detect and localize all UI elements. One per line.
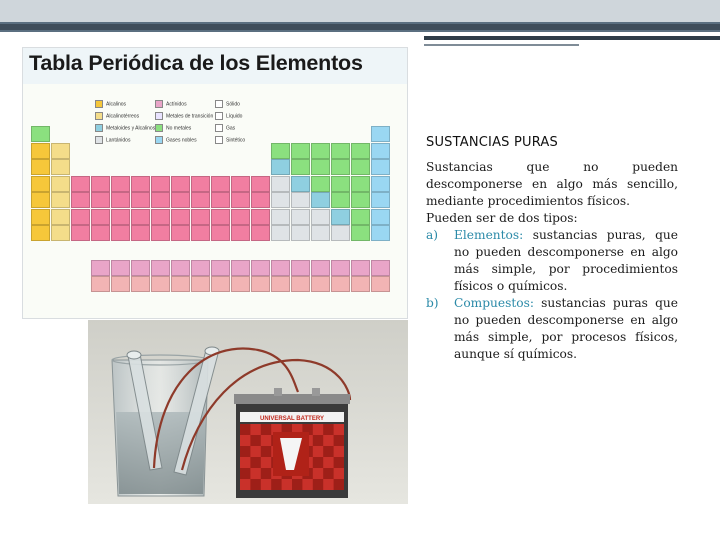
element-cell bbox=[191, 192, 210, 208]
element-cell bbox=[371, 126, 390, 142]
element-cell bbox=[231, 192, 250, 208]
legend-entry bbox=[95, 124, 155, 132]
list-item-elements bbox=[426, 227, 678, 295]
element-cell bbox=[291, 209, 310, 225]
element-cell bbox=[111, 225, 130, 241]
legend-entry bbox=[215, 124, 235, 132]
element-cell bbox=[351, 192, 370, 208]
element-cell bbox=[151, 225, 170, 241]
electrolysis-photo bbox=[88, 320, 408, 504]
element-cell bbox=[311, 176, 330, 192]
periodic-table-title: Tabla Periódica de los Elementos bbox=[29, 51, 363, 75]
legend-swatch bbox=[155, 136, 163, 144]
element-cell bbox=[91, 192, 110, 208]
battery-label: UNIVERSAL BATTERY bbox=[260, 416, 324, 422]
definition-paragraph: Sustancias que no pueden descomponerse en algo más sencillo, mediante procedimientos físicos. bbox=[426, 160, 678, 208]
checker-square bbox=[250, 435, 260, 446]
element-cell bbox=[71, 176, 90, 192]
element-cell bbox=[331, 225, 350, 241]
actinide-cell bbox=[91, 276, 110, 292]
legend-swatch bbox=[155, 100, 163, 108]
element-cell bbox=[71, 225, 90, 241]
legend-label: Metaloides y Alcalinos bbox=[106, 125, 156, 132]
element-cell bbox=[31, 209, 50, 225]
lanthanide-cell bbox=[351, 260, 370, 276]
checker-square bbox=[292, 479, 302, 490]
element-cell bbox=[371, 192, 390, 208]
legend-swatch bbox=[215, 124, 223, 132]
actinide-cell bbox=[251, 276, 270, 292]
lanthanide-cell bbox=[251, 260, 270, 276]
lanthanide-cell bbox=[211, 260, 230, 276]
actinide-cell bbox=[271, 276, 290, 292]
checker-square bbox=[313, 457, 323, 468]
legend-label: Metales de transición bbox=[166, 113, 214, 120]
legend-entry bbox=[215, 100, 240, 108]
element-cell bbox=[31, 192, 50, 208]
checker-square bbox=[240, 424, 250, 435]
legend-label: Actínidos bbox=[166, 101, 187, 108]
element-cell bbox=[291, 225, 310, 241]
description-elements: sustancias puras, que no pueden descomponerse en algo más simple, por procedimientos físicos o químicos. bbox=[454, 228, 678, 293]
periodic-table-legend bbox=[95, 100, 295, 188]
checker-square bbox=[250, 479, 260, 490]
legend-swatch bbox=[215, 136, 223, 144]
element-cell bbox=[371, 159, 390, 175]
periodic-table-image bbox=[22, 47, 408, 319]
element-cell bbox=[71, 209, 90, 225]
legend-label: Sólido bbox=[226, 101, 240, 108]
element-cell bbox=[311, 209, 330, 225]
checker-square bbox=[240, 446, 250, 457]
element-cell bbox=[51, 192, 70, 208]
element-cell bbox=[151, 209, 170, 225]
element-cell bbox=[351, 209, 370, 225]
element-cell bbox=[31, 159, 50, 175]
element-cell bbox=[251, 192, 270, 208]
element-cell bbox=[211, 209, 230, 225]
checker-square bbox=[313, 479, 323, 490]
legend-entry bbox=[95, 100, 126, 108]
actinide-cell bbox=[151, 276, 170, 292]
element-cell bbox=[171, 209, 190, 225]
element-cell bbox=[211, 225, 230, 241]
list-marker: a) bbox=[426, 228, 439, 242]
legend-label: Alcalinotérreos bbox=[106, 113, 140, 120]
element-cell bbox=[291, 192, 310, 208]
checker-square bbox=[271, 479, 281, 490]
lanthanide-cell bbox=[111, 260, 130, 276]
element-cell bbox=[51, 176, 70, 192]
element-cell bbox=[111, 192, 130, 208]
slide-top-accent-dark bbox=[0, 24, 720, 30]
actinide-cell bbox=[131, 276, 150, 292]
lanthanide-cell bbox=[91, 260, 110, 276]
element-cell bbox=[271, 209, 290, 225]
legend-swatch bbox=[155, 124, 163, 132]
checker-square bbox=[313, 435, 323, 446]
element-cell bbox=[231, 225, 250, 241]
element-cell bbox=[91, 225, 110, 241]
element-cell bbox=[51, 209, 70, 225]
element-cell bbox=[51, 143, 70, 159]
legend-label: Gases nobles bbox=[166, 137, 197, 144]
legend-entry bbox=[215, 136, 245, 144]
header-rule-thin bbox=[424, 44, 579, 46]
element-cell bbox=[131, 192, 150, 208]
element-cell bbox=[311, 159, 330, 175]
element-cell bbox=[251, 225, 270, 241]
checker-square bbox=[261, 468, 271, 479]
actinide-cell bbox=[371, 276, 390, 292]
actinide-cell bbox=[231, 276, 250, 292]
element-cell bbox=[51, 159, 70, 175]
checker-square bbox=[323, 468, 333, 479]
checker-square bbox=[261, 446, 271, 457]
element-cell bbox=[351, 225, 370, 241]
element-cell bbox=[151, 192, 170, 208]
lanthanide-cell bbox=[311, 260, 330, 276]
actinide-cell bbox=[311, 276, 330, 292]
element-cell bbox=[31, 176, 50, 192]
element-cell bbox=[231, 209, 250, 225]
element-cell bbox=[351, 159, 370, 175]
legend-label: Alcalinos bbox=[106, 101, 127, 108]
actinide-cell bbox=[111, 276, 130, 292]
actinide-cell bbox=[191, 276, 210, 292]
checker-square bbox=[334, 479, 344, 490]
list-marker: b) bbox=[426, 296, 439, 310]
lanthanide-cell bbox=[151, 260, 170, 276]
lanthanide-cell bbox=[271, 260, 290, 276]
legend-swatch bbox=[95, 112, 103, 120]
actinide-cell bbox=[291, 276, 310, 292]
slide-top-band bbox=[0, 0, 720, 22]
lanthanide-cell bbox=[331, 260, 350, 276]
element-cell bbox=[371, 225, 390, 241]
element-cell bbox=[271, 192, 290, 208]
lanthanide-cell bbox=[231, 260, 250, 276]
legend-entry bbox=[155, 136, 197, 144]
legend-entry bbox=[95, 136, 130, 144]
element-cell bbox=[31, 225, 50, 241]
element-cell bbox=[331, 176, 350, 192]
element-cell bbox=[191, 209, 210, 225]
electrolysis-illustration bbox=[88, 320, 408, 504]
legend-entry bbox=[95, 112, 139, 120]
lanthanide-cell bbox=[191, 260, 210, 276]
element-cell bbox=[131, 209, 150, 225]
element-cell bbox=[311, 225, 330, 241]
element-cell bbox=[351, 176, 370, 192]
periodic-table-title-bar bbox=[23, 48, 407, 84]
legend-swatch bbox=[95, 100, 103, 108]
term-compounds: Compuestos: bbox=[454, 296, 534, 310]
legend-label: Líquido bbox=[226, 113, 243, 120]
element-cell bbox=[351, 143, 370, 159]
element-cell bbox=[331, 192, 350, 208]
list-item-compounds bbox=[426, 295, 678, 363]
legend-swatch bbox=[215, 100, 223, 108]
checker-square bbox=[334, 457, 344, 468]
types-list bbox=[426, 227, 678, 363]
actinide-cell bbox=[331, 276, 350, 292]
legend-entry bbox=[155, 100, 187, 108]
actinide-cell bbox=[211, 276, 230, 292]
legend-swatch bbox=[215, 112, 223, 120]
legend-label: Lantánidos bbox=[106, 137, 131, 144]
legend-swatch bbox=[95, 124, 103, 132]
element-cell bbox=[51, 225, 70, 241]
lanthanide-cell bbox=[371, 260, 390, 276]
element-cell bbox=[331, 143, 350, 159]
legend-label: Gas bbox=[226, 125, 236, 132]
checker-square bbox=[250, 457, 260, 468]
section-heading: SUSTANCIAS PURAS bbox=[426, 135, 558, 150]
term-elements: Elementos: bbox=[454, 228, 524, 242]
element-cell bbox=[311, 192, 330, 208]
legend-label: Sintético bbox=[226, 137, 246, 144]
element-cell bbox=[171, 192, 190, 208]
element-cell bbox=[371, 176, 390, 192]
element-cell bbox=[111, 209, 130, 225]
element-cell bbox=[271, 225, 290, 241]
element-cell bbox=[311, 143, 330, 159]
element-cell bbox=[31, 126, 50, 142]
legend-swatch bbox=[95, 136, 103, 144]
legend-entry bbox=[155, 124, 191, 132]
lanthanide-cell bbox=[131, 260, 150, 276]
content-text bbox=[426, 134, 678, 363]
element-cell bbox=[211, 192, 230, 208]
element-cell bbox=[251, 209, 270, 225]
types-intro: Pueden ser de dos tipos: bbox=[426, 211, 578, 225]
checker-square bbox=[240, 468, 250, 479]
element-cell bbox=[91, 209, 110, 225]
description-compounds: sustancias puras que no pueden descomponerse en algo más simple, por procesos físicos, aunque sí químicos. bbox=[454, 296, 678, 361]
checker-square bbox=[323, 446, 333, 457]
element-cell bbox=[171, 225, 190, 241]
lanthanide-cell bbox=[291, 260, 310, 276]
element-cell bbox=[371, 209, 390, 225]
legend-entry bbox=[215, 112, 242, 120]
checker-square bbox=[323, 424, 333, 435]
element-cell bbox=[331, 209, 350, 225]
actinide-cell bbox=[171, 276, 190, 292]
element-cell bbox=[191, 225, 210, 241]
checker-square bbox=[334, 435, 344, 446]
element-cell bbox=[71, 192, 90, 208]
checker-square bbox=[261, 424, 271, 435]
legend-swatch bbox=[155, 112, 163, 120]
element-cell bbox=[31, 143, 50, 159]
header-rule bbox=[424, 36, 720, 40]
lanthanide-cell bbox=[171, 260, 190, 276]
element-cell bbox=[371, 143, 390, 159]
element-cell bbox=[331, 159, 350, 175]
legend-label: No metales bbox=[166, 125, 192, 132]
legend-entry bbox=[155, 112, 213, 120]
element-cell bbox=[131, 225, 150, 241]
actinide-cell bbox=[351, 276, 370, 292]
